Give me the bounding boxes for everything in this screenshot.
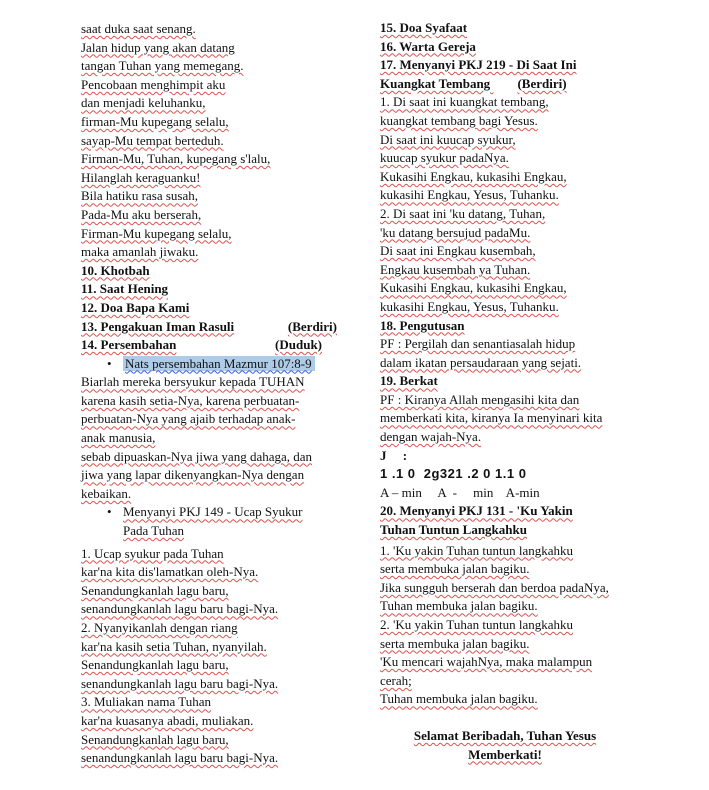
text-line: Bila hatiku rasa susah, [81,188,198,204]
lyric-line: 1. 'Ku yakin Tuhan tuntun langkahku [380,542,574,558]
lyric-line: Senandungkanlah lagu baru, [81,657,229,673]
text-line: jiwa yang lapar dikenyangkan-Nya dengan [81,467,305,483]
lyric-line: senandungkanlah lagu baru bagi-Nya. [81,750,279,766]
text-line: Firman-Mu kupegang selalu, [81,225,232,241]
liturgy-item: 11. Saat Hening [81,281,169,297]
lyric-line: 'Ku mencari wajahNya, maka malampun [380,654,593,670]
text-line: anak manusia, [81,430,156,446]
nats-text [81,373,343,503]
lyric-line: Tuhan membuka jalan bagiku. [380,598,538,614]
lyric-line: senandungkanlah lagu baru bagi-Nya. [81,601,279,617]
lyric-line: serta membuka jalan bagiku. [380,561,530,577]
nats-bullet [81,355,343,374]
lyric-line: Senandungkanlah lagu baru, [81,731,229,747]
liturgy-item-cont [380,75,630,94]
song-bullet: • Menyanyi PKJ 149 - Ucap Syukur [81,503,343,522]
closing-line: Memberkati! [468,746,542,762]
right-column [380,19,630,764]
j-label: J : [380,447,408,463]
lyric-line: Di saat ini Engkau kusembah, [380,243,536,259]
liturgy-item-label: 13. Pengakuan Iman Rasuli [81,318,235,334]
text-line: tangan Tuhan yang memegang. [81,58,244,74]
liturgy-item-label: 14. Persembahan [81,337,177,353]
liturgy-item: 20. Menyanyi PKJ 131 - 'Ku Yakin [380,503,573,519]
liturgy-item: 19. Berkat [380,373,438,389]
lyric-line: 2. 'Ku yakin Tuhan tuntun langkahku [380,617,574,632]
song-131-lyrics [380,542,630,709]
text-line: Pada-Mu aku berserah, [81,206,202,222]
lyric-line: Kukasihi Engkau, kukasihi Engkau, [380,168,567,184]
text-line: firman-Mu kupegang selalu, [81,113,229,129]
posture-note: (Berdiri) [517,75,567,91]
lyric-line: kar'na kuasanya abadi, muliakan. [81,712,254,728]
text-line: sayap-Mu tempat berteduh. [81,132,224,148]
liturgy-item: 15. Doa Syafaat [380,20,468,35]
lyric-line: 'ku datang bersujud padaMu. [380,224,531,240]
liturgy-items [81,262,343,355]
lyric-line: 2. Di saat ini 'ku datang, Tuhan, [380,205,546,221]
lyric-line: kuangkat tembang bagi Yesus. [380,112,538,128]
lyric-line: Tuhan membuka jalan bagiku. [380,691,538,707]
closing-line: Selamat Beribadah, Tuhan Yesus [413,727,597,743]
lyric-line: Senandungkanlah lagu baru, [81,582,229,598]
posture-note: (Duduk) [275,337,322,353]
lyric-line: 2. Nyanyikanlah dengan riang [81,620,238,635]
text-line: saat duka saat senang. [81,21,196,36]
text-line: perbuatan-Nya yang ajaib terhadap anak- [81,411,296,427]
lyric-line: kuucap syukur padaNya. [380,150,509,166]
liturgy-item-cont: Tuhan Tuntun Langkahku [380,522,527,538]
pf-line: dengan wajah-Nya. [380,429,482,445]
liturgy-item: 17. Menyanyi PKJ 219 - Di Saat Ini [380,57,577,73]
lyric-line: Kukasihi Engkau, kukasihi Engkau, [380,280,567,296]
lyric-line: kukasihi Engkau, Yesus, Tuhanku. [380,298,559,314]
text-line: sebab dipuaskan-Nya jiwa yang dahaga, dan [81,448,313,464]
liturgy-item [81,318,343,337]
selected-text-highlight[interactable]: Nats persembahan Mazmur 107:8-9 [123,356,315,371]
pf-line: PF : Kiranya Allah mengasihi kita dan [380,391,580,407]
liturgy-item: 18. Pengutusan [380,317,465,333]
lyric-line: kar'na kasih setia Tuhan, nyanyilah. [81,638,267,654]
lyric-line: 3. Muliakan nama Tuhan [81,694,211,710]
text-line: Hilanglah keraguanku! [81,169,201,185]
lyric-line: Jika sungguh berserah dan berdoa padaNya, [380,579,609,595]
text-line: karena kasih setia-Nya, karena perbuatan- [81,392,300,408]
text-line: kebaikan. [81,485,132,501]
liturgy-item [81,336,343,355]
text-line: maka amanlah jiwaku. [81,244,199,260]
pf-line: PF : Pergilah dan senantiasalah hidup [380,336,576,352]
text-line: Firman-Mu, Tuhan, kupegang s'lalu, [81,151,271,167]
liturgy-item: 16. Warta Gereja [380,38,476,54]
lyric-line: Di saat ini kuucap syukur, [380,131,516,147]
song-149-lyrics [81,545,343,768]
lyric-line: serta membuka jalan bagiku. [380,635,530,651]
lyric-line: kar'na kita dis'lamatkan oleh-Nya. [81,564,259,580]
lyric-line: kukasihi Engkau, Yesus, Tuhanku. [380,187,559,203]
lyric-line: 1. Ucap syukur pada Tuhan [81,545,224,561]
lyric-line: Engkau kusembah ya Tuhan. [380,261,531,277]
pf-line: memberkati kita, kiranya Ia menyinari kita [380,410,603,426]
text-line: Pencobaan menghimpit aku [81,76,226,92]
left-column [81,20,343,768]
amin-line: A – min A - min A-min [380,484,540,500]
liturgy-item: 10. Khotbah [81,262,150,278]
song-title-cont: Pada Tuhan [123,523,185,539]
music-notation: 1 .1 0 2g321 .2 0 1.1 0 [380,466,527,482]
pf-line: dalam ikatan persaudaraan yang sejati. [380,354,582,370]
lyric-line: senandungkanlah lagu baru bagi-Nya. [81,675,279,691]
posture-note: (Berdiri) [287,318,337,334]
text-line: Jalan hidup yang akan datang [81,39,235,55]
text-line: dan menjadi keluhanku, [81,95,206,111]
text-line: Biarlah mereka bersyukur kepada TUHAN [81,374,305,390]
lyric-line: 1. Di saat ini kuangkat tembang, [380,94,549,110]
liturgy-item-label: Kuangkat Tembang [380,75,491,91]
song-219-lyrics [380,93,630,316]
lyric-line: cerah; [380,672,412,688]
hymn-continuation [81,20,343,262]
liturgy-item: 12. Doa Bapa Kami [81,299,190,315]
